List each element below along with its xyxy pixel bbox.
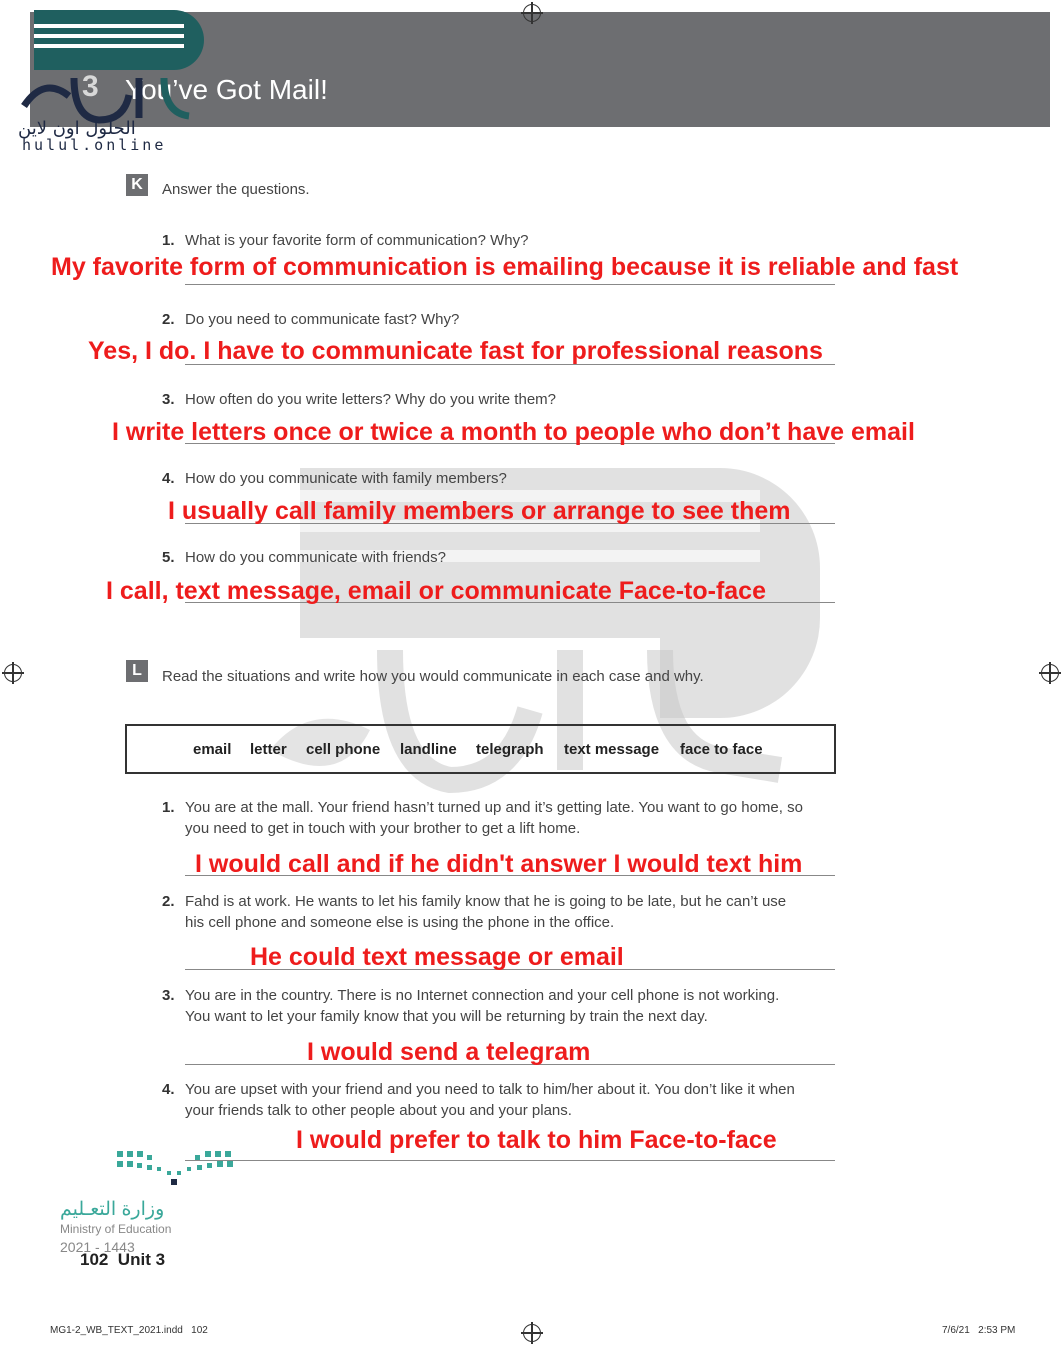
situation-text-line1: You are upset with your friend and you need to talk to him/her about it. You don’t like it when xyxy=(185,1081,795,1098)
answer-line xyxy=(185,1160,835,1161)
question-number: 1. xyxy=(162,232,175,249)
section-l-instruction: Read the situations and write how you would communicate in each case and why. xyxy=(162,668,704,685)
question-number: 4. xyxy=(162,470,175,487)
answer-text[interactable]: I call, text message, email or communicate Face-to-face xyxy=(106,577,766,605)
situation-text-line1: You are at the mall. Your friend hasn’t turned up and it’s getting late. You want to go home, so xyxy=(185,799,803,816)
word-bank-item: text message xyxy=(564,741,660,758)
section-k-badge: K xyxy=(126,174,148,196)
question-number: 2. xyxy=(162,311,175,328)
answer-text[interactable]: I would prefer to talk to him Face-to-face xyxy=(296,1126,777,1154)
logo-latin-text: hulul.online xyxy=(22,136,167,154)
file-slug: MG1-2_WB_TEXT_2021.indd 102 xyxy=(50,1325,208,1336)
situation-text-line2: your friends talk to other people about you and your plans. xyxy=(185,1102,572,1119)
answer-text[interactable]: I would call and if he didn't answer I would text him xyxy=(195,850,803,878)
registration-mark-icon xyxy=(523,1324,541,1342)
word-bank-item: telegraph xyxy=(476,741,544,758)
date-slug: 7/6/21 2:53 PM xyxy=(942,1325,1016,1336)
question-number: 5. xyxy=(162,549,175,566)
word-bank-item: email xyxy=(193,741,232,758)
section-l-badge: L xyxy=(126,660,148,682)
registration-mark-icon xyxy=(1041,664,1059,682)
ministry-arabic-text: وزارة التعـليم xyxy=(60,1199,165,1220)
situation-number: 2. xyxy=(162,893,175,910)
answer-text[interactable]: I write letters once or twice a month to people who don’t have email xyxy=(112,418,915,446)
situation-text-line1: Fahd is at work. He wants to let his family know that he is going to be late, but he can’t use xyxy=(185,893,787,910)
word-bank-item: letter xyxy=(250,741,287,758)
answer-text[interactable]: Yes, I do. I have to communicate fast for professional reasons xyxy=(88,337,823,365)
question-text: How often do you write letters? Why do you write them? xyxy=(185,391,557,408)
ministry-english-text: Ministry of Education xyxy=(60,1222,172,1236)
section-k-instruction: Answer the questions. xyxy=(162,181,310,198)
question-text: Do you need to communicate fast? Why? xyxy=(185,311,460,328)
word-bank-item: landline xyxy=(400,741,457,758)
word-bank-item: cell phone xyxy=(306,741,381,758)
situation-number: 1. xyxy=(162,799,175,816)
question-number: 3. xyxy=(162,391,175,408)
answer-text[interactable]: He could text message or email xyxy=(250,943,624,971)
question-text: How do you communicate with friends? xyxy=(185,549,446,566)
word-bank-item: face to face xyxy=(680,741,763,758)
answer-text[interactable]: I would send a telegram xyxy=(307,1038,591,1066)
logo-arabic-text: الحلول اون لاين xyxy=(18,118,136,139)
unit-title: You’ve Got Mail! xyxy=(125,74,328,105)
page-number-unit: 102 Unit 3 xyxy=(80,1250,166,1269)
situation-number: 3. xyxy=(162,987,175,1004)
situation-text-line2: his cell phone and someone else is using the phone in the office. xyxy=(185,914,615,931)
academic-year: 2021 - 1443 xyxy=(60,1239,135,1255)
situation-text-line2: You want to let your family know that you will be returning by train the next day. xyxy=(185,1008,708,1025)
registration-mark-icon xyxy=(523,4,541,22)
ministry-logo-icon xyxy=(115,1145,240,1190)
answer-text[interactable]: My favorite form of communication is emailing because it is reliable and fast xyxy=(51,253,959,281)
registration-mark-icon xyxy=(4,664,22,682)
situation-text-line1: You are in the country. There is no Internet connection and your cell phone is not working. xyxy=(185,987,780,1004)
answer-line xyxy=(185,284,835,285)
situation-number: 4. xyxy=(162,1081,175,1098)
question-text: How do you communicate with family members? xyxy=(185,470,507,487)
answer-text[interactable]: I usually call family members or arrange to see them xyxy=(168,497,791,525)
situation-text-line2: you need to get in touch with your brother to get a lift home. xyxy=(185,820,581,837)
unit-number: 3 xyxy=(82,70,99,103)
question-text: What is your favorite form of communication? Why? xyxy=(185,232,529,249)
